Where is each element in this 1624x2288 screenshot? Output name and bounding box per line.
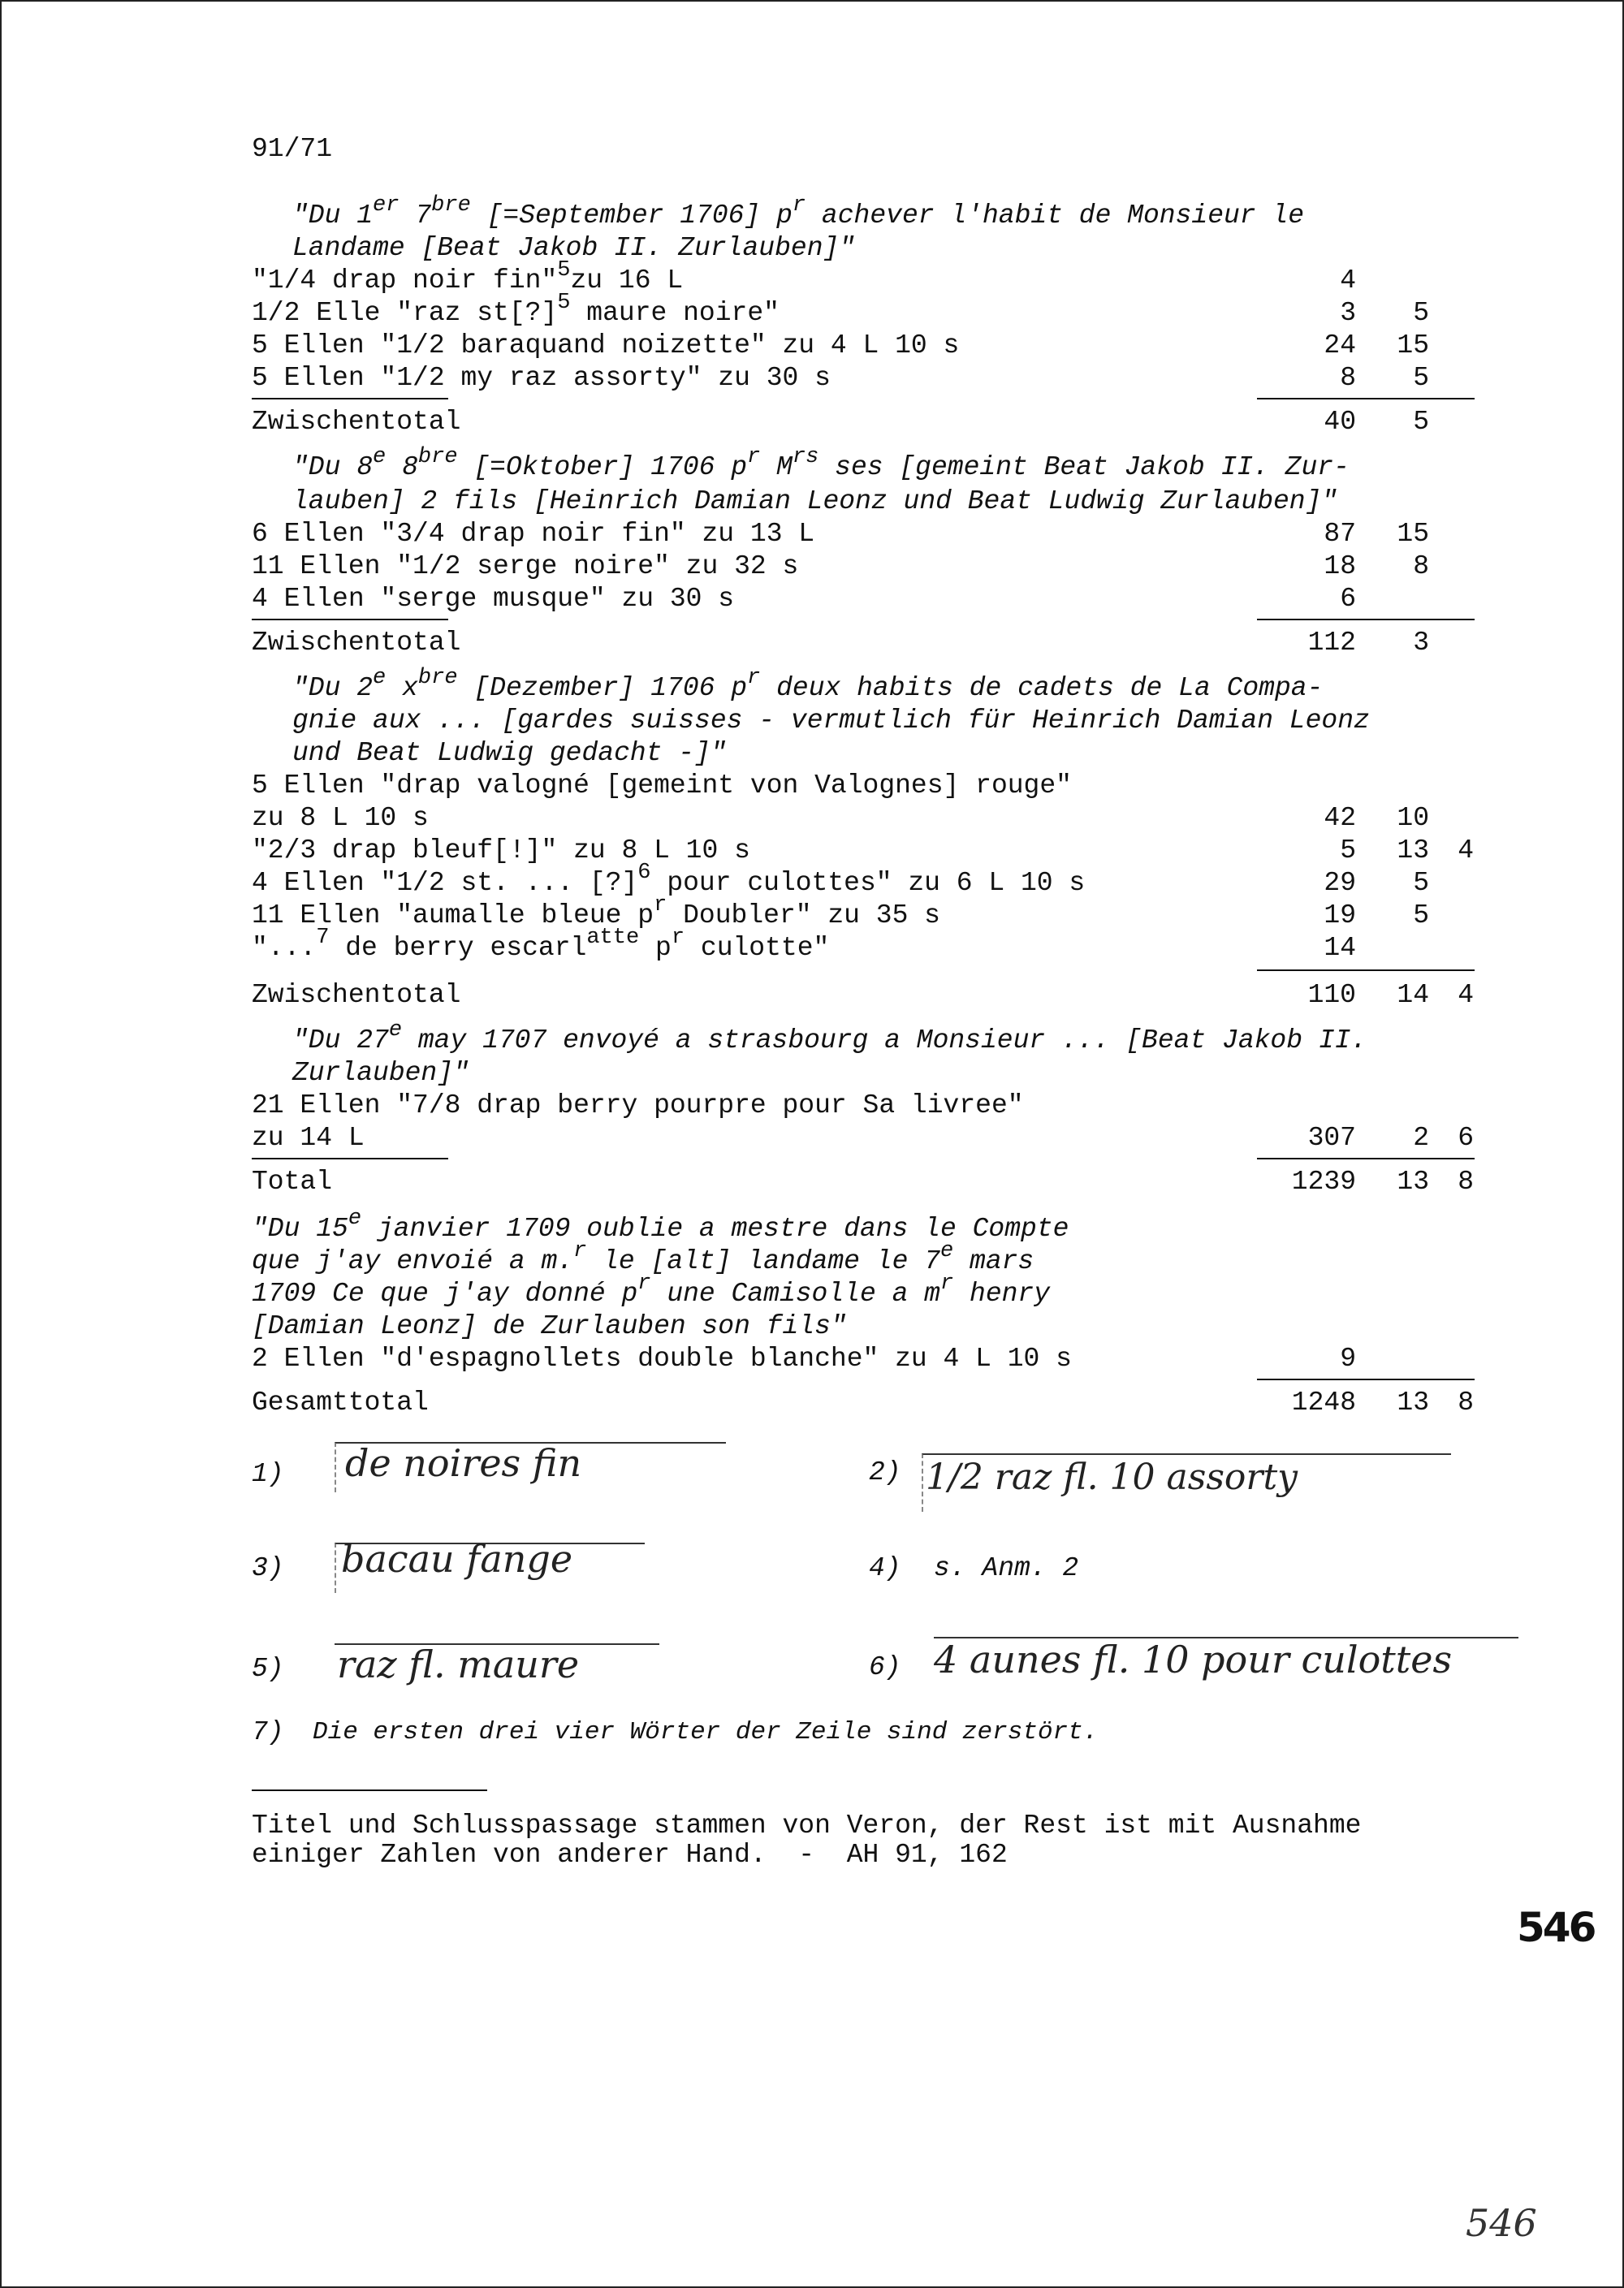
note-number: 1): [252, 1459, 284, 1489]
document-reference: 91/71: [252, 134, 333, 164]
item-line: 1/2 Elle "raz st[?]$^5$ maure noire": [252, 290, 780, 328]
grand-total-livres: 1248: [1291, 1388, 1356, 1418]
rule: [1257, 398, 1475, 399]
entry-heading-jan-1709: "Du 15e janvier 1709 oublie a mestre dans le Compte: [252, 1206, 1069, 1244]
note-number: 4): [869, 1553, 901, 1583]
amount-deniers: 4: [1458, 835, 1474, 866]
total-livres: 1239: [1291, 1167, 1356, 1197]
note-text: Die ersten drei vier Wörter der Zeile sind zerstört.: [313, 1718, 1099, 1746]
grand-total-sous: 13: [1397, 1388, 1429, 1418]
item-line: "1/4 drap noir fin"$^5$zu 16 L: [252, 257, 684, 296]
amount-livres: 42: [1324, 803, 1356, 833]
subtotal-label: Zwischentotal: [252, 980, 461, 1010]
handwriting-excerpt-5: raz fl. maure: [337, 1643, 580, 1686]
entry-heading-continuation: lauben] 2 fils [Heinrich Damian Leonz und Beat Ludwig Zurlauben]": [292, 486, 1338, 516]
item-line: "2/3 drap bleuf[!]" zu 8 L 10 s: [252, 835, 750, 866]
rule: [1257, 1379, 1475, 1380]
amount-livres: 24: [1324, 330, 1356, 360]
entry-heading-continuation: und Beat Ludwig gedacht -]": [292, 738, 727, 768]
item-line: 6 Ellen "3/4 drap noir fin" zu 13 L: [252, 519, 815, 549]
entry-heading-dec-1706: "Du 2e $x^{bre}$ [Dezember] 1706 $p^r$ deux habits de cadets de La Compa-: [292, 665, 1324, 703]
amount-livres: 19: [1324, 900, 1356, 930]
entry-heading-continuation: [Damian Leonz] de Zurlauben son fils": [252, 1311, 847, 1341]
footnote-line: einiger Zahlen von anderer Hand. - AH 91, 162: [252, 1840, 1008, 1870]
handwriting-excerpt-2: 1/2 raz fl. 10 assorty: [926, 1457, 1298, 1498]
item-line: 11 Ellen "aumalle bleue $p^r$ Doubler" zu 35 s: [252, 892, 940, 930]
grand-total-label: Gesamttotal: [252, 1388, 429, 1418]
amount-livres: 307: [1307, 1123, 1356, 1153]
note-number: 3): [252, 1553, 284, 1583]
subtotal-livres: 112: [1307, 628, 1356, 658]
item-line: 21 Ellen "7/8 drap berry pourpre pour Sa livree": [252, 1090, 1024, 1120]
pencil-page-number: 546: [1466, 2201, 1537, 2245]
amount-sous: 8: [1413, 551, 1429, 581]
note-number: 6): [869, 1652, 901, 1682]
subtotal-sous: 5: [1413, 407, 1429, 437]
amount-sous: 5: [1413, 298, 1429, 328]
note-number: 7): [252, 1717, 284, 1747]
subtotal-deniers: 4: [1458, 980, 1474, 1010]
item-line: 11 Ellen "1/2 serge noire" zu 32 s: [252, 551, 799, 581]
rule: [1257, 969, 1475, 971]
footnote-line: Titel und Schlusspassage stammen von Veron, der Rest ist mit Ausnahme: [252, 1811, 1362, 1841]
amount-sous: 13: [1397, 835, 1429, 866]
rule: [1257, 1158, 1475, 1159]
amount-livres: 6: [1340, 584, 1356, 614]
entry-heading-sep-1706: "Du 1er $7^{bre}$ [=September 1706] $p^r$ achever l'habit de Monsieur le: [292, 192, 1305, 231]
entry-heading-continuation: Zurlauben]": [292, 1058, 469, 1088]
grand-total-deniers: 8: [1458, 1388, 1474, 1418]
entry-heading-continuation: gnie aux ... [gardes suisses - vermutlich für Heinrich Damian Leonz: [292, 706, 1370, 736]
entry-heading-continuation: Landame [Beat Jakob II. Zurlauben]": [292, 233, 856, 263]
amount-livres: 5: [1340, 835, 1356, 866]
item-line: 4 Ellen "1/2 st. ... [?]$^6$ pour culottes" zu 6 L 10 s: [252, 860, 1086, 898]
amount-sous: 15: [1397, 519, 1429, 549]
item-line: 4 Ellen "serge musque" zu 30 s: [252, 584, 735, 614]
item-line: 5 Ellen "drap valogné [gemeint von Valognes] rouge": [252, 771, 1072, 801]
note-number: 2): [869, 1457, 901, 1487]
footnote-rule: [252, 1789, 487, 1791]
note-reference: s. Anm. 2: [934, 1553, 1079, 1583]
entry-heading-may-1707: "Du 27e may 1707 envoyé a strasbourg a Monsieur ... [Beat Jakob II.: [292, 1017, 1367, 1056]
total-deniers: 8: [1458, 1167, 1474, 1197]
item-line: 5 Ellen "1/2 baraquand noizette" zu 4 L 10 s: [252, 330, 960, 360]
amount-deniers: 6: [1458, 1123, 1474, 1153]
rule: [1257, 619, 1475, 620]
subtotal-sous: 3: [1413, 628, 1429, 658]
amount-sous: 2: [1413, 1123, 1429, 1153]
amount-sous: 5: [1413, 900, 1429, 930]
page-number-stamp: 546: [1517, 1904, 1595, 1951]
rule: [252, 1158, 448, 1159]
amount-livres: 4: [1340, 265, 1356, 296]
amount-livres: 9: [1340, 1344, 1356, 1374]
total-label: Total: [252, 1167, 333, 1197]
item-line: 5 Ellen "1/2 my raz assorty" zu 30 s: [252, 363, 831, 393]
subtotal-sous: 14: [1397, 980, 1429, 1010]
handwriting-excerpt-1: de noires fin: [345, 1441, 582, 1485]
amount-livres: 29: [1324, 868, 1356, 898]
handwriting-excerpt-3: bacau fange: [341, 1537, 573, 1581]
amount-livres: 18: [1324, 551, 1356, 581]
amount-sous: 15: [1397, 330, 1429, 360]
entry-heading-continuation: que j'ay envoié a m.$^r$ le [alt] landame le 7e mars: [252, 1238, 1034, 1276]
note-number: 5): [252, 1654, 284, 1684]
item-line: "...$^7$ de berry escarl$^{atte}$ $p^r$ culotte": [252, 925, 830, 963]
subtotal-label: Zwischentotal: [252, 407, 461, 437]
rule: [252, 619, 448, 620]
entry-heading-oct-1706: "Du 8e $8^{bre}$ [=Oktober] 1706 $p^r$ $M^{rs}$ ses [gemeint Beat Jakob II. Zur-: [292, 444, 1350, 482]
amount-sous: 10: [1397, 803, 1429, 833]
handwriting-excerpt-6: 4 aunes fl. 10 pour culottes: [934, 1638, 1453, 1681]
total-sous: 13: [1397, 1167, 1429, 1197]
amount-livres: 87: [1324, 519, 1356, 549]
rule: [252, 398, 448, 399]
item-line: zu 14 L: [252, 1123, 365, 1153]
subtotal-label: Zwischentotal: [252, 628, 461, 658]
item-line: zu 8 L 10 s: [252, 803, 429, 833]
entry-heading-continuation: 1709 Ce que j'ay donné $p^r$ une Camisolle a $m^r$ henry: [252, 1271, 1051, 1309]
amount-sous: 5: [1413, 363, 1429, 393]
subtotal-livres: 40: [1324, 407, 1356, 437]
amount-sous: 5: [1413, 868, 1429, 898]
subtotal-livres: 110: [1307, 980, 1356, 1010]
amount-livres: 14: [1324, 933, 1356, 963]
item-line: 2 Ellen "d'espagnollets double blanche" zu 4 L 10 s: [252, 1344, 1072, 1374]
amount-livres: 8: [1340, 363, 1356, 393]
amount-livres: 3: [1340, 298, 1356, 328]
